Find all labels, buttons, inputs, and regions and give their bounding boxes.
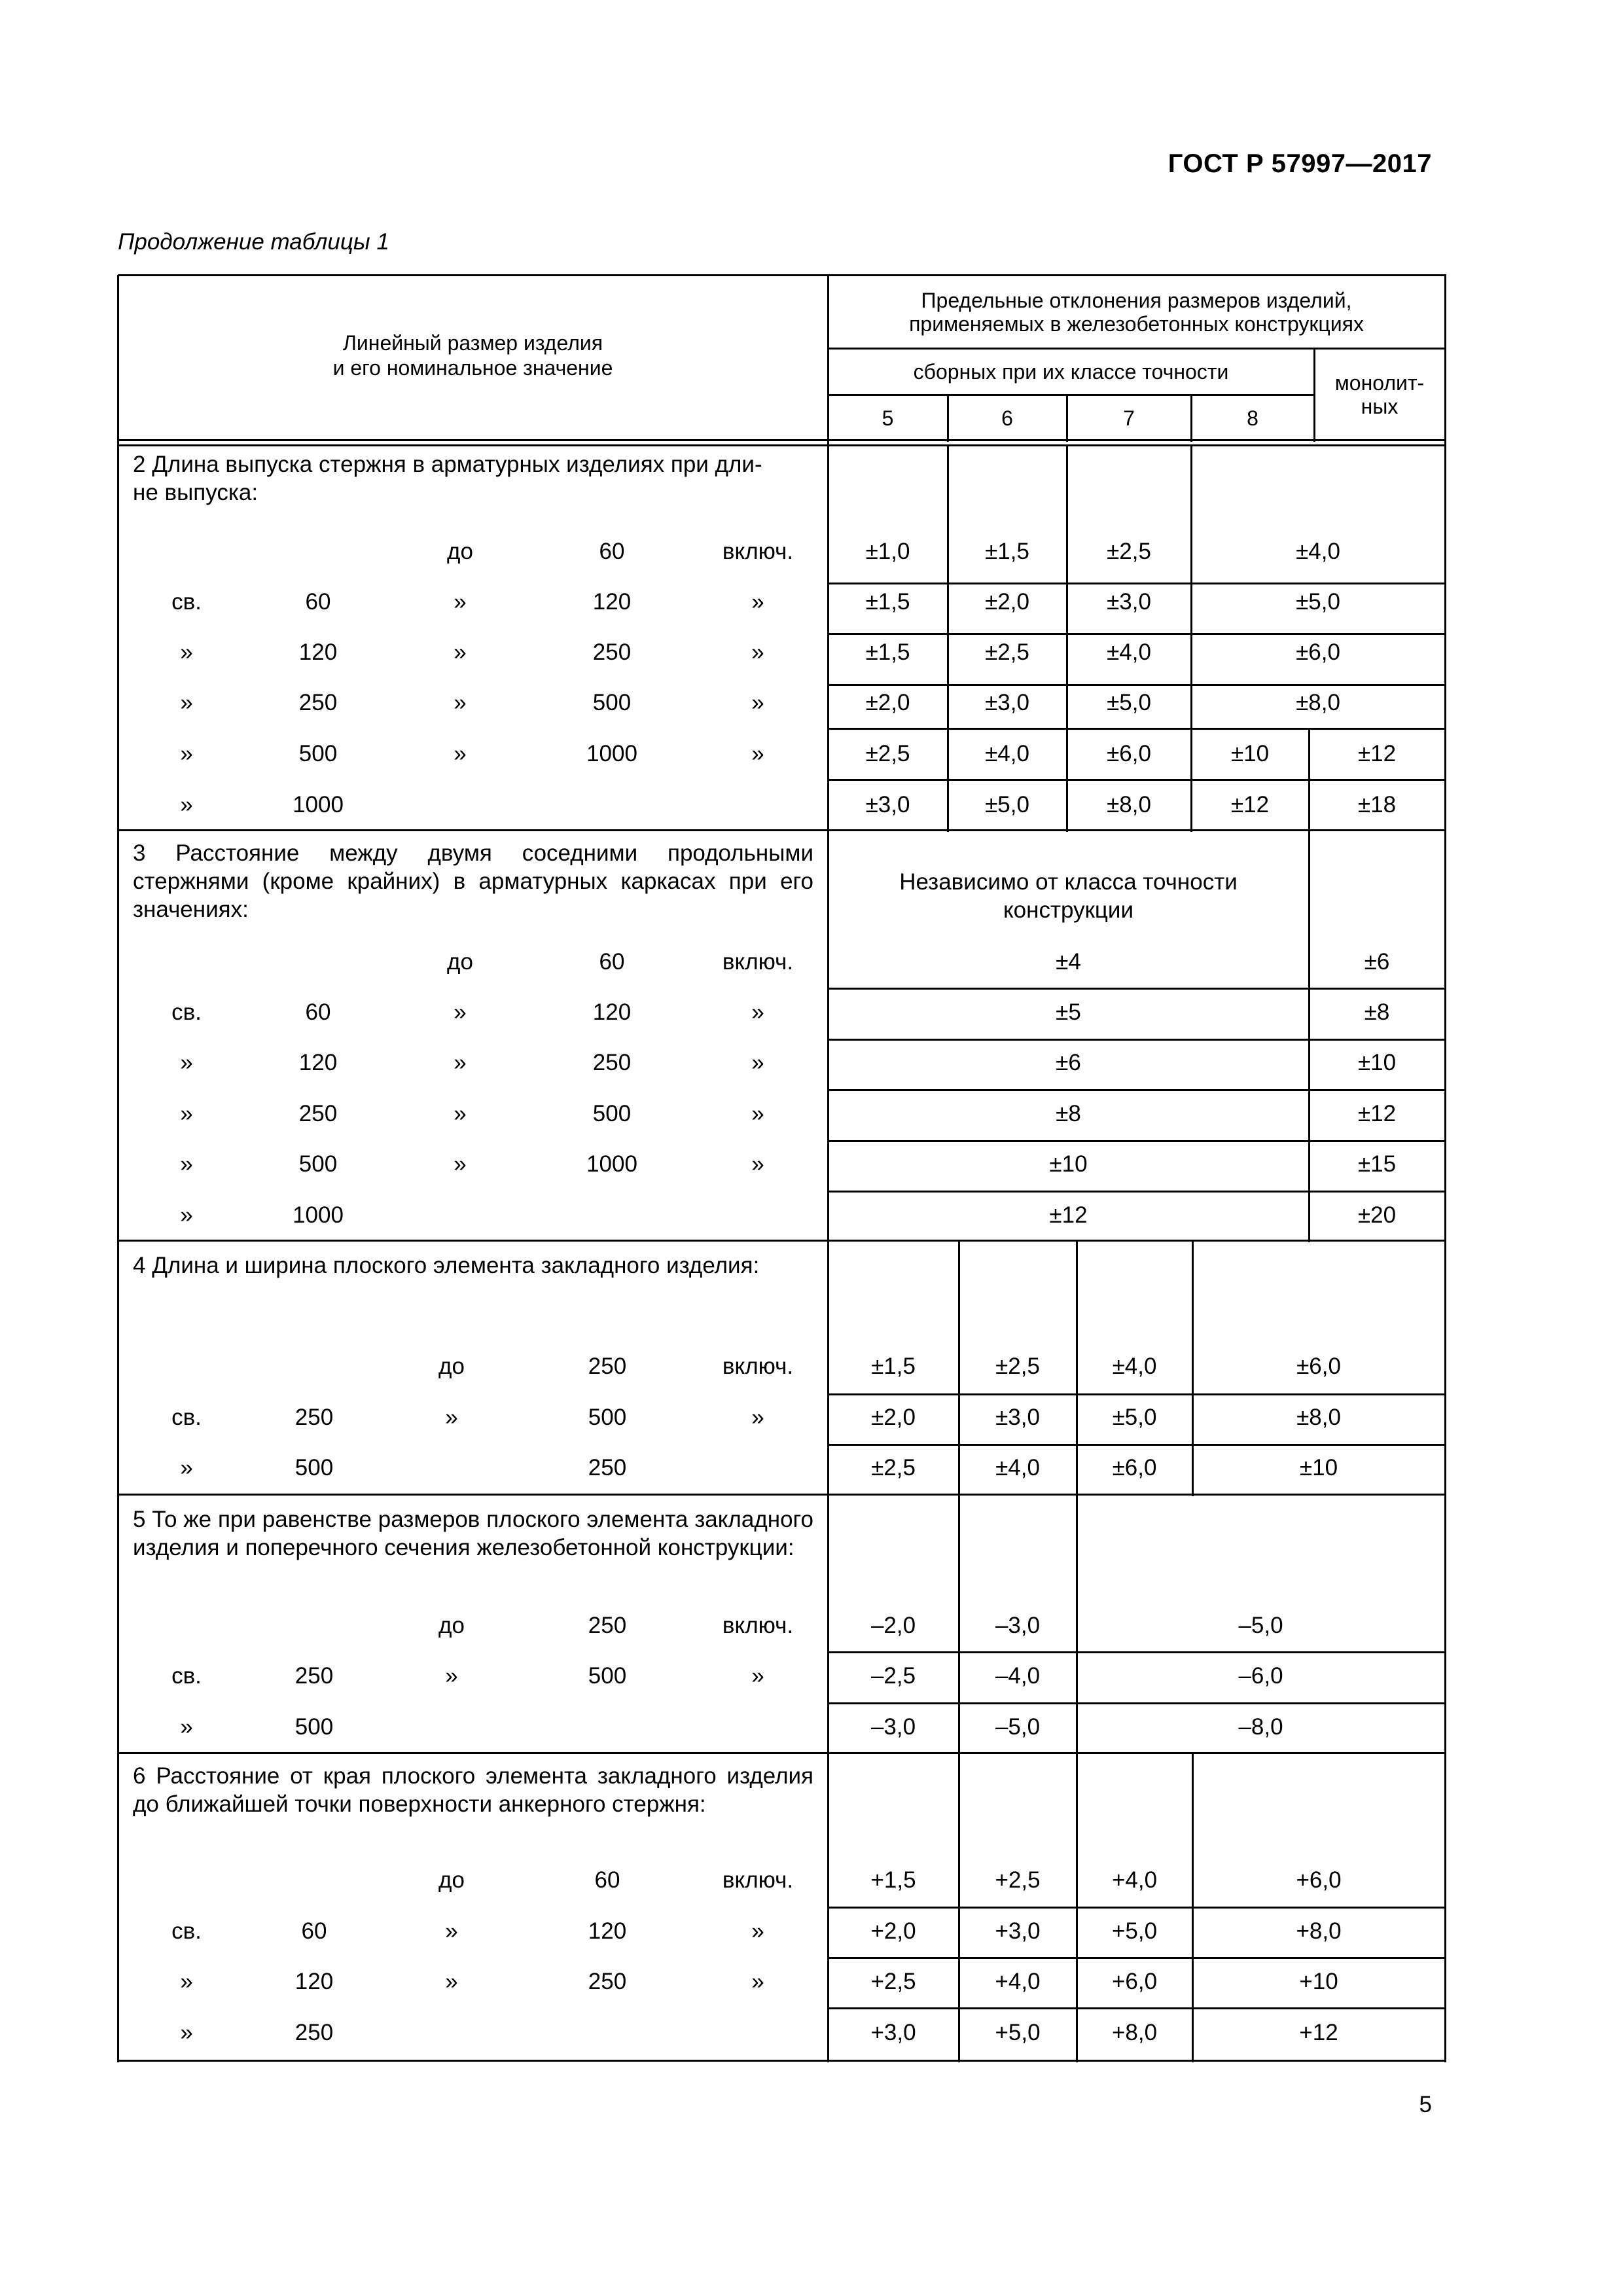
range-from: 250 <box>294 1663 334 1689</box>
range-suffix: включ. <box>722 1354 794 1379</box>
tolerance-value: ±18 <box>1357 792 1397 817</box>
table-rule <box>118 439 1446 441</box>
tolerance-value: ±3,0 <box>995 1405 1040 1430</box>
range-suffix: » <box>751 1663 764 1689</box>
range-to-label: » <box>454 690 467 715</box>
table-rule <box>828 1957 1446 1959</box>
tolerance-value: +4,0 <box>1111 1867 1158 1893</box>
range-to-label: до <box>447 539 473 564</box>
section-title-2: 2 Длина выпуска стержня в арматурных изделиях при дли- не выпуска: <box>133 452 762 505</box>
range-from: 500 <box>298 741 338 766</box>
range-suffix: » <box>751 690 764 715</box>
range-prefix: » <box>180 690 193 715</box>
range-suffix: » <box>751 639 764 665</box>
range-to: 250 <box>592 639 632 665</box>
header-col1-line1: Линейный размер изделия <box>342 331 603 355</box>
range-to: 250 <box>588 1613 627 1638</box>
table-rule <box>828 1393 1446 1395</box>
table-rule <box>828 633 1446 635</box>
range-prefix: св. <box>171 1663 202 1689</box>
range-from: 1000 <box>293 1202 344 1228</box>
range-suffix: включ. <box>722 1867 794 1893</box>
tolerance-value: ±3,0 <box>1107 589 1151 615</box>
range-to: 1000 <box>586 1151 637 1177</box>
range-suffix: включ. <box>722 1613 794 1638</box>
header-group-line2: применяемых в железобетонных конструкциях <box>909 312 1364 336</box>
tolerance-value: ±4,0 <box>1112 1354 1157 1379</box>
tolerance-value: ±6 <box>1364 949 1390 975</box>
tolerance-value: –6,0 <box>1238 1663 1283 1689</box>
range-to-label: » <box>445 1918 458 1944</box>
range-to: 250 <box>588 1455 627 1480</box>
tolerance-value: ±2,5 <box>985 639 1029 665</box>
table-rule <box>828 1444 1446 1446</box>
range-to-label: до <box>438 1613 465 1638</box>
header-group-line1: Предельные отклонения размеров изделий, <box>921 289 1352 312</box>
range-prefix: » <box>180 1151 193 1177</box>
tolerance-value: ±6 <box>1056 1050 1081 1075</box>
table-rule <box>117 275 119 2062</box>
range-prefix: » <box>180 1455 193 1480</box>
table-rule <box>828 583 1446 584</box>
table-caption: Продолжение таблицы 1 <box>118 229 389 255</box>
range-suffix: » <box>751 1969 764 1994</box>
range-to-label: до <box>447 949 473 975</box>
range-to-label: » <box>454 741 467 766</box>
tolerance-value: ±4 <box>1056 949 1081 975</box>
range-from: 500 <box>294 1714 334 1740</box>
range-from: 60 <box>301 1918 327 1944</box>
tolerance-value: ±2,0 <box>985 589 1029 615</box>
range-prefix: » <box>180 792 193 817</box>
tolerance-value: –8,0 <box>1238 1714 1283 1740</box>
range-from: 120 <box>298 1050 338 1075</box>
range-to-label: » <box>454 1050 467 1075</box>
range-prefix: » <box>180 1714 193 1740</box>
tolerance-value: ±4,0 <box>1296 539 1340 564</box>
header-col1-line2: и его номинальное значение <box>332 356 613 380</box>
range-suffix: » <box>751 589 764 615</box>
header-class-6: 6 <box>1001 406 1013 430</box>
table-rule <box>828 1039 1446 1041</box>
tolerance-value: ±5,0 <box>1112 1405 1157 1430</box>
tolerance-value: ±5,0 <box>1296 589 1340 615</box>
tolerance-value: ±12 <box>1230 792 1270 817</box>
range-prefix: » <box>180 1202 193 1228</box>
document-code: ГОСТ Р 57997—2017 <box>1168 149 1432 178</box>
range-prefix: » <box>180 639 193 665</box>
tolerance-value: ±20 <box>1357 1202 1397 1228</box>
range-prefix: св. <box>171 1405 202 1430</box>
tolerance-value: ±10 <box>1049 1151 1088 1177</box>
header-class-8: 8 <box>1247 406 1258 430</box>
tolerance-value: ±6,0 <box>1107 741 1151 766</box>
table-rule <box>828 1140 1446 1142</box>
range-to-label: » <box>445 1663 458 1689</box>
range-to-label: » <box>454 639 467 665</box>
range-to: 500 <box>588 1663 627 1689</box>
table-rule <box>1308 830 1310 1242</box>
range-from: 120 <box>294 1969 334 1994</box>
range-from: 250 <box>294 1405 334 1430</box>
table-rule <box>118 1494 1446 1496</box>
range-from: 500 <box>294 1455 334 1480</box>
tolerance-value: –2,5 <box>870 1663 916 1689</box>
tolerance-value: ±10 <box>1230 741 1270 766</box>
tolerance-value: ±2,5 <box>865 741 910 766</box>
table-rule <box>1076 1753 1078 2062</box>
table-rule <box>1192 1753 1194 2062</box>
tolerance-value: +5,0 <box>995 2020 1041 2045</box>
range-to: 250 <box>588 1354 627 1379</box>
range-prefix: » <box>180 1969 193 1994</box>
table-rule <box>828 394 1315 396</box>
table-rule <box>118 2060 1446 2062</box>
table-rule <box>828 779 1446 781</box>
range-suffix: » <box>751 1101 764 1126</box>
range-to-label: » <box>445 1405 458 1430</box>
tolerance-value: ±8,0 <box>1296 1405 1341 1430</box>
section-title-4: 4 Длина и ширина плоского элемента закладного изделия: <box>133 1253 760 1278</box>
range-from: 1000 <box>293 792 344 817</box>
tolerance-value: +3,0 <box>870 2020 916 2045</box>
tolerance-value: –5,0 <box>1238 1613 1283 1638</box>
tolerance-value: ±6,0 <box>1112 1455 1157 1480</box>
tolerance-value: +1,5 <box>870 1867 916 1893</box>
table-rule <box>118 274 1446 276</box>
header-class-5: 5 <box>882 406 894 430</box>
tolerance-value: –3,0 <box>870 1714 916 1740</box>
table-rule <box>828 1702 1446 1704</box>
range-suffix: » <box>751 1050 764 1075</box>
range-to: 500 <box>592 690 632 715</box>
range-to: 250 <box>588 1969 627 1994</box>
tolerance-value: ±5 <box>1056 999 1081 1025</box>
tolerance-value: ±1,5 <box>985 539 1029 564</box>
header-monolithic-line2: ных <box>1361 395 1399 418</box>
tolerance-value: +8,0 <box>1296 1918 1342 1944</box>
tolerance-value: ±6,0 <box>1296 639 1340 665</box>
tolerance-value: +8,0 <box>1111 2020 1158 2045</box>
range-to-label: » <box>454 589 467 615</box>
range-to: 60 <box>599 949 625 975</box>
tolerance-value: ±5,0 <box>985 792 1029 817</box>
range-suffix: включ. <box>722 539 794 564</box>
table-rule <box>118 1752 1446 1754</box>
table-rule <box>828 348 1446 350</box>
range-to: 500 <box>592 1101 632 1126</box>
tolerance-value: +10 <box>1299 1969 1338 1994</box>
tolerance-value: ±8 <box>1364 999 1390 1025</box>
table-rule <box>828 684 1446 686</box>
tolerance-value: ±8,0 <box>1296 690 1340 715</box>
tolerance-value: +6,0 <box>1296 1867 1342 1893</box>
range-prefix: » <box>180 2020 193 2045</box>
range-to-label: » <box>454 1101 467 1126</box>
tolerance-value: ±4,0 <box>995 1455 1040 1480</box>
range-from: 120 <box>298 639 338 665</box>
tolerance-value: ±1,5 <box>871 1354 916 1379</box>
tolerance-value: +2,5 <box>995 1867 1041 1893</box>
range-from: 250 <box>298 690 338 715</box>
table-rule <box>828 2007 1446 2009</box>
section-title-5: 5 То же при равенстве размеров плоского элемента закладного изделия и поперечного сечения железобетонной конструкции: <box>133 1507 813 1560</box>
table-rule <box>828 1651 1446 1653</box>
table-rule <box>828 1191 1446 1193</box>
range-to: 250 <box>592 1050 632 1075</box>
tolerance-value: –3,0 <box>995 1613 1041 1638</box>
range-suffix: » <box>751 741 764 766</box>
tolerance-value: ±2,5 <box>1107 539 1151 564</box>
range-suffix: » <box>751 1918 764 1944</box>
range-from: 250 <box>298 1101 338 1126</box>
tolerance-value: +6,0 <box>1111 1969 1158 1994</box>
table-rule <box>828 1089 1446 1091</box>
range-suffix: » <box>751 1405 764 1430</box>
tolerance-value: ±8,0 <box>1107 792 1151 817</box>
tolerance-value: ±2,0 <box>871 1405 916 1430</box>
range-prefix: » <box>180 1050 193 1075</box>
tolerance-value: ±5,0 <box>1107 690 1151 715</box>
range-prefix: св. <box>171 589 202 615</box>
range-prefix: св. <box>171 999 202 1025</box>
tolerance-value: ±3,0 <box>985 690 1029 715</box>
section-title-6: 6 Расстояние от края плоского элемента закладного изделия до ближайшей точки поверхности анкерного стержня: <box>133 1763 813 1817</box>
tolerance-value: +2,0 <box>870 1918 916 1944</box>
tolerance-value: ±3,0 <box>865 792 910 817</box>
table-rule <box>828 988 1446 990</box>
page-number: 5 <box>1419 2092 1432 2117</box>
tolerance-value: ±12 <box>1357 741 1397 766</box>
tolerance-value: +12 <box>1299 2020 1338 2045</box>
range-to: 120 <box>588 1918 627 1944</box>
tolerance-value: ±2,5 <box>871 1455 916 1480</box>
table-rule <box>118 1240 1446 1242</box>
tolerance-value: –2,0 <box>870 1613 916 1638</box>
tolerance-value: +5,0 <box>1111 1918 1158 1944</box>
range-suffix: » <box>751 1151 764 1177</box>
table-rule <box>828 728 1446 730</box>
section-3-note: Независимо от класса точности конструкции <box>899 869 1238 923</box>
tolerance-value: ±10 <box>1299 1455 1338 1480</box>
tolerance-value: ±15 <box>1357 1151 1397 1177</box>
header-monolithic-line1: монолит- <box>1334 371 1425 395</box>
range-from: 250 <box>294 2020 334 2045</box>
range-to-label: до <box>438 1867 465 1893</box>
range-from: 60 <box>305 589 331 615</box>
range-to-label: » <box>445 1969 458 1994</box>
tolerance-value: ±12 <box>1357 1101 1397 1126</box>
tolerance-value: +4,0 <box>995 1969 1041 1994</box>
range-prefix: » <box>180 741 193 766</box>
header-precast: сборных при их классе точности <box>913 360 1229 384</box>
tolerance-value: +3,0 <box>995 1918 1041 1944</box>
tolerance-value: –5,0 <box>995 1714 1041 1740</box>
range-prefix: св. <box>171 1918 202 1944</box>
tolerance-value: ±12 <box>1049 1202 1088 1228</box>
range-to: 1000 <box>586 741 637 766</box>
tolerance-value: ±1,5 <box>865 639 910 665</box>
range-to: 120 <box>592 999 632 1025</box>
table-rule <box>828 1907 1446 1909</box>
tolerance-value: ±1,5 <box>865 589 910 615</box>
header-class-7: 7 <box>1123 406 1135 430</box>
tolerance-value: ±1,0 <box>865 539 910 564</box>
range-to: 500 <box>588 1405 627 1430</box>
range-from: 60 <box>305 999 331 1025</box>
range-to-label: до <box>438 1354 465 1379</box>
range-to-label: » <box>454 1151 467 1177</box>
tolerance-value: ±4,0 <box>985 741 1029 766</box>
tolerance-value: –4,0 <box>995 1663 1041 1689</box>
tolerance-value: ±4,0 <box>1107 639 1151 665</box>
table-rule <box>118 829 1446 831</box>
range-suffix: » <box>751 999 764 1025</box>
tolerance-value: ±2,0 <box>865 690 910 715</box>
tolerance-value: +2,5 <box>870 1969 916 1994</box>
table-rule <box>118 444 1446 446</box>
range-prefix: » <box>180 1101 193 1126</box>
range-to: 120 <box>592 589 632 615</box>
tolerance-value: ±6,0 <box>1296 1354 1341 1379</box>
tolerance-value: ±10 <box>1357 1050 1397 1075</box>
range-to: 60 <box>594 1867 620 1893</box>
range-from: 500 <box>298 1151 338 1177</box>
section-title-3: 3 Расстояние между двумя соседними продольными стержнями (кроме крайних) в арматурных каркасах при его значениях: <box>133 840 813 922</box>
tolerance-value: ±8 <box>1056 1101 1081 1126</box>
range-to-label: » <box>454 999 467 1025</box>
range-to: 60 <box>599 539 625 564</box>
tolerance-value: ±2,5 <box>995 1354 1040 1379</box>
table-rule <box>958 1753 960 2062</box>
range-suffix: включ. <box>722 949 794 975</box>
